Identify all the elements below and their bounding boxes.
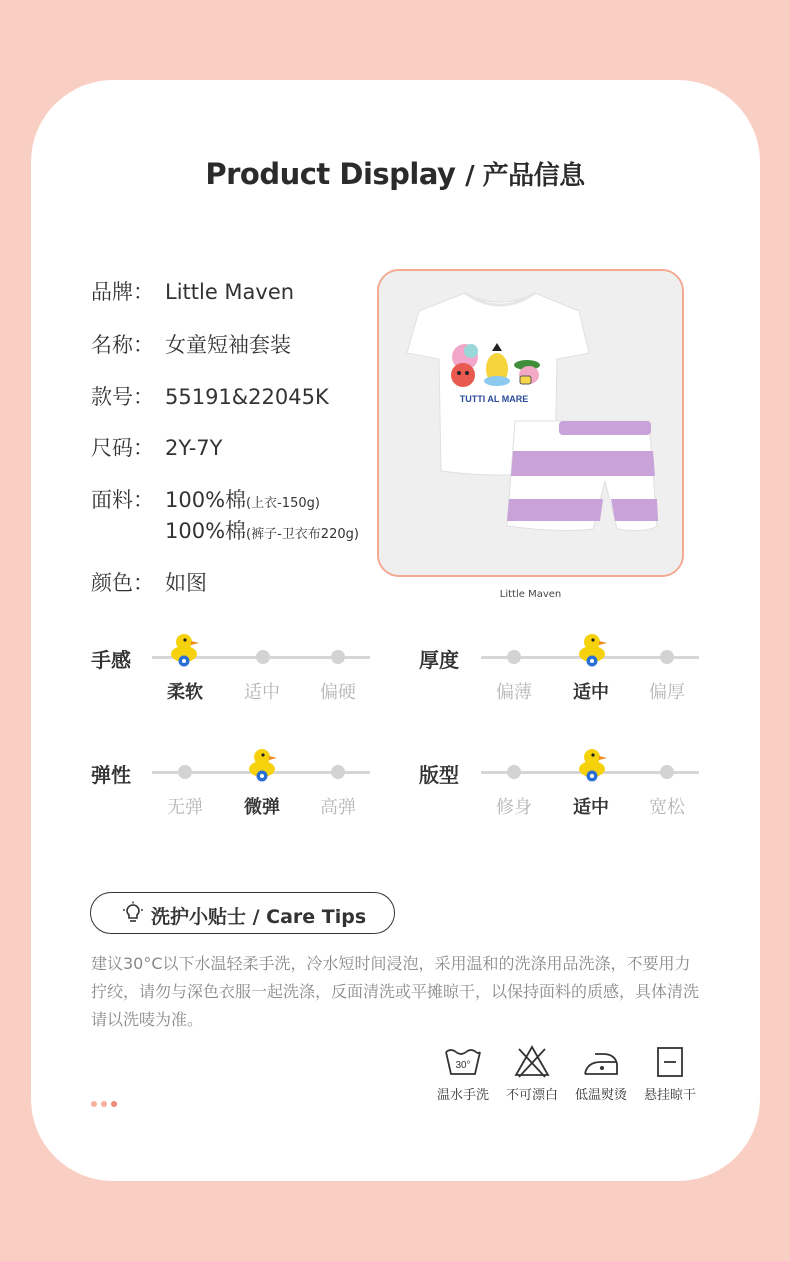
duck-marker-icon [576, 632, 610, 668]
scale-option: 微弹 [244, 797, 280, 818]
care-label: 不可漂白 [505, 1088, 558, 1103]
spec-fabric [91, 484, 320, 514]
scale-option: 宽松 [649, 797, 685, 818]
page-title-en: Product Display [205, 157, 456, 191]
spec-fabric-pants [165, 515, 359, 545]
product-illustration [379, 271, 682, 575]
duck-marker-icon [246, 747, 280, 783]
lightbulb-icon [121, 901, 145, 925]
shirt-print-text: TUTTI AL MARE [459, 394, 529, 404]
care-label: 温水手洗 [436, 1088, 489, 1103]
spec-value: 2Y-7Y [165, 436, 223, 460]
care-tips-label: 洗护小贴士 / Care Tips [151, 906, 367, 928]
spec-value: 如图 [165, 571, 207, 595]
spec-key: 颜色： [91, 571, 154, 595]
no-bleach-icon [512, 1044, 552, 1080]
pager-dot [101, 1101, 107, 1107]
care-item-hang-dry [630, 1044, 710, 1103]
scale-option: 适中 [573, 682, 609, 703]
care-item-low-iron [561, 1044, 641, 1103]
scale-dot [331, 765, 345, 779]
spec-key: 款号： [91, 385, 154, 409]
scale-dot [331, 650, 345, 664]
scale-dot [178, 765, 192, 779]
care-instructions: 建议30°C以下水温轻柔手洗，冷水短时间浸泡，采用温和的洗涤用品洗涤，不要用力拧绞，请勿与深色衣服一起洗涤，反面清洗或平摊晾干，以保持面料的质感，具体清洗请以洗唛为准。 [91, 954, 700, 1029]
scale-option: 柔软 [167, 682, 203, 703]
pager-dots [91, 1092, 121, 1111]
scale-option: 修身 [496, 797, 532, 818]
scale-label-elasticity: 弹性 [91, 763, 131, 787]
pager-dot-active [111, 1101, 117, 1107]
scale-dot [660, 765, 674, 779]
scale-option: 适中 [244, 682, 280, 703]
care-item-hand-wash [423, 1044, 503, 1103]
spec-key: 品牌： [91, 280, 154, 304]
spec-note: (裤子-卫衣布220g) [246, 527, 359, 542]
spec-value: 100%棉 [165, 519, 247, 543]
care-label: 低温熨烫 [574, 1088, 627, 1103]
photo-caption: Little Maven [499, 589, 562, 600]
spec-key: 名称： [91, 333, 154, 357]
care-item-no-bleach [492, 1044, 572, 1103]
scale-label-fit: 版型 [419, 763, 459, 787]
scale-dot [256, 650, 270, 664]
care-tips-pill [90, 892, 395, 934]
duck-marker-icon [168, 632, 202, 668]
scale-label-thickness: 厚度 [419, 648, 459, 672]
spec-value: Little Maven [165, 280, 295, 304]
scale-option: 适中 [573, 797, 609, 818]
spec-style-number [91, 381, 329, 411]
spec-note: (上衣-150g) [246, 496, 320, 511]
spec-color [91, 567, 207, 597]
spec-value: 100%棉 [165, 488, 247, 512]
spec-brand [91, 276, 294, 306]
scale-label-feel: 手感 [91, 648, 131, 672]
spec-name [91, 329, 291, 359]
page-title-cn: / 产品信息 [465, 161, 585, 191]
pager-dot [91, 1101, 97, 1107]
scale-option: 高弹 [320, 797, 356, 818]
spec-key: 尺码： [91, 436, 154, 460]
scale-option: 无弹 [167, 797, 203, 818]
hand-wash-30-icon [443, 1044, 483, 1080]
product-photo [377, 269, 684, 577]
spec-value: 55191&22045K [165, 385, 329, 409]
scale-dot [507, 765, 521, 779]
scale-dot [660, 650, 674, 664]
low-iron-icon [581, 1044, 621, 1080]
page-title [0, 155, 790, 192]
scale-option: 偏厚 [649, 682, 685, 703]
wash-temp: 30° [455, 1060, 471, 1071]
spec-value: 女童短袖套装 [165, 333, 291, 357]
hang-dry-icon [650, 1044, 690, 1080]
scale-dot [507, 650, 521, 664]
scale-option: 偏薄 [496, 682, 532, 703]
care-label: 悬挂晾干 [643, 1088, 696, 1103]
duck-marker-icon [576, 747, 610, 783]
scale-option: 偏硬 [320, 682, 356, 703]
spec-size [91, 432, 222, 462]
spec-key: 面料： [91, 488, 154, 512]
